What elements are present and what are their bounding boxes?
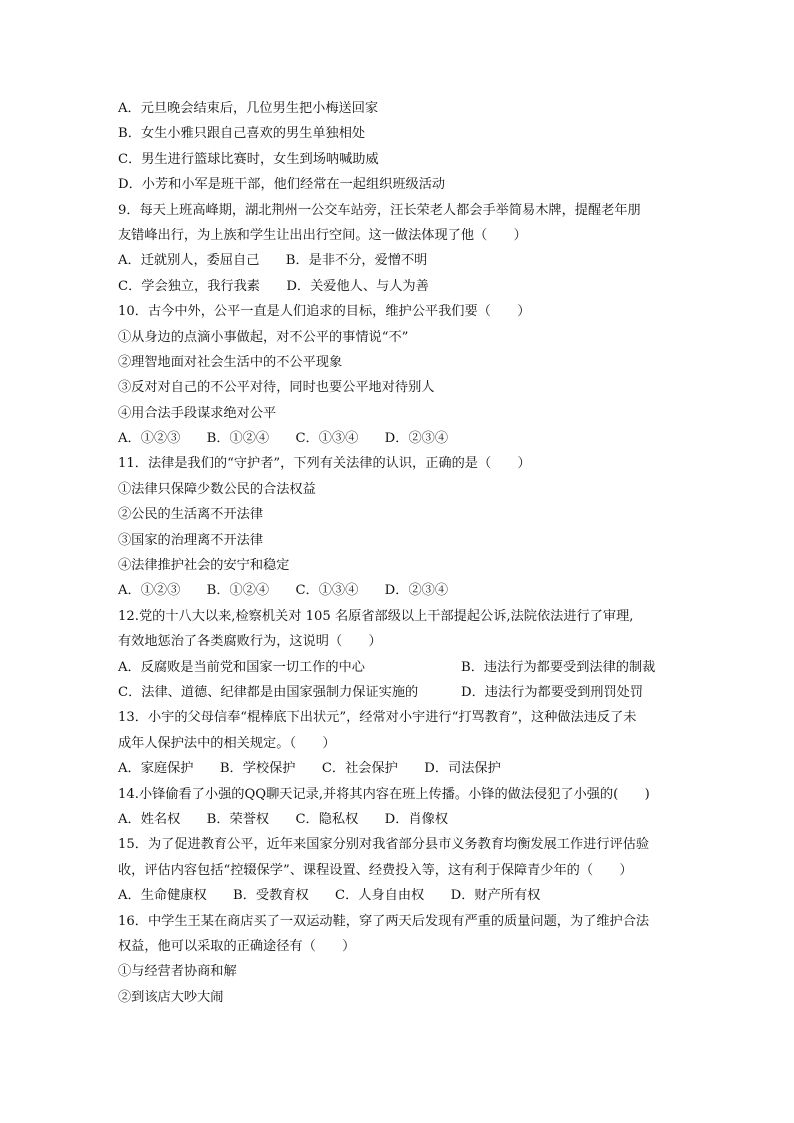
q12-option-b: B．违法行为都要受到法律的制裁: [461, 659, 656, 675]
q12-option-a: A．反腐败是当前党和国家一切工作的中心: [118, 659, 365, 675]
q11-options: A．①②③ B．①②④ C．①③④ D．②③④: [118, 583, 449, 599]
q8-option-b: B．女生小雅只跟自己喜欢的男生单独相处: [118, 126, 366, 142]
q11-statement-2: ②公民的生活离不开法律: [118, 507, 264, 523]
q10-stem: 10．古今中外，公平一直是人们追求的目标，维护公平我们要（ ）: [118, 304, 531, 320]
q16-statement-1: ①与经营者协商和解: [118, 964, 237, 980]
q15-options: A．生命健康权 B．受教育权 C．人身自由权 D．财产所有权: [118, 888, 541, 904]
q15-stem-line-1: 15．为了促进教育公平，近年来国家分别对我省部分县市义务教育均衡发展工作进行评估验: [118, 837, 650, 853]
q16-stem-line-1: 16．中学生王某在商店买了一双运动鞋，穿了两天后发现有严重的质量问题，为了维护合法: [118, 913, 650, 929]
q16-statement-2: ②到该店大吵大闹: [118, 989, 224, 1005]
q11-statement-4: ④法律推护社会的安宁和稳定: [118, 558, 290, 574]
q13-stem-line-1: 13．小宇的父母信奉“棍棒底下出状元”，经常对小宇进行“打骂教育”，这种做法违反了未: [118, 710, 637, 726]
q10-statement-2: ②理智地面对社会生活中的不公平现象: [118, 354, 343, 370]
exam-page: [118, 96, 688, 1010]
q10-statement-4: ④用合法手段谋求绝对公平: [118, 405, 277, 421]
q12-option-c: C．法律、道德、纪律都是由国家强制力保证实施的: [118, 684, 419, 700]
q12-option-d: D．违法行为都要受到刑罚处罚: [461, 684, 644, 700]
q9-stem-line-2: 友错峰出行，为上族和学生让出出行空间。这一做法体现了他（ ）: [118, 227, 527, 243]
q12-stem-line-1: 12.党的十八大以来,检察机关对 105 名原省部级以上干部提起公诉,法院依法进行了审理,: [118, 608, 634, 624]
q11-statement-3: ③国家的治理离不开法律: [118, 532, 264, 548]
q9-options-ab: A．迁就别人，委屈自己 B．是非不分，爱憎不明: [118, 253, 428, 269]
q11-stem: 11．法律是我们的“守护者”，下列有关法律的认识，正确的是（ ）: [118, 456, 531, 472]
q10-statement-1: ①从身边的点滴小事做起，对不公平的事情说“不”: [118, 329, 409, 345]
q8-option-c: C．男生进行篮球比赛时，女生到场呐喊助威: [118, 151, 379, 167]
q14-stem: 14.小锋偷看了小强的QQ聊天记录,并将其内容在班上传播。小锋的做法侵犯了小强的( ): [118, 786, 650, 802]
q8-option-a: A．元旦晚会结束后，几位男生把小梅送回家: [118, 101, 379, 116]
q11-statement-1: ①法律只保障少数公民的合法权益: [118, 481, 316, 497]
q13-stem-line-2: 成年人保护法中的相关规定。（ ）: [118, 735, 336, 751]
q10-statement-3: ③反对对自己的不公平对待，同时也要公平地对待别人: [118, 380, 435, 396]
q13-options: A．家庭保护 B．学校保护 C．社会保护 D．司法保护: [118, 761, 501, 777]
q9-stem-line-1: 9．每天上班高峰期，湖北荆州一公交车站旁，汪长荣老人都会手举简易木牌，提醒老年朋: [118, 202, 641, 218]
q16-stem-line-2: 权益，他可以采取的正确途径有（ ）: [118, 938, 356, 954]
q8-option-d: D．小芳和小军是班干部，他们经常在一起组织班级活动: [118, 177, 446, 193]
q15-stem-line-2: 收，评估内容包括“控辍保学”、课程设置、经费投入等，这有利于保障青少年的（ ）: [118, 862, 633, 878]
q14-options: A．姓名权 B．荣誉权 C．隐私权 D．肖像权: [118, 811, 449, 827]
q10-options: A．①②③ B．①②④ C．①③④ D．②③④: [118, 431, 449, 447]
q12-options-row-1: [118, 655, 688, 680]
q12-stem-line-2: 有效地惩治了各类腐败行为，这说明（ ）: [118, 634, 382, 650]
q12-options-row-2: [118, 680, 688, 705]
q9-options-cd: C．学会独立，我行我素 D．关爱他人、与人为善: [118, 278, 429, 294]
